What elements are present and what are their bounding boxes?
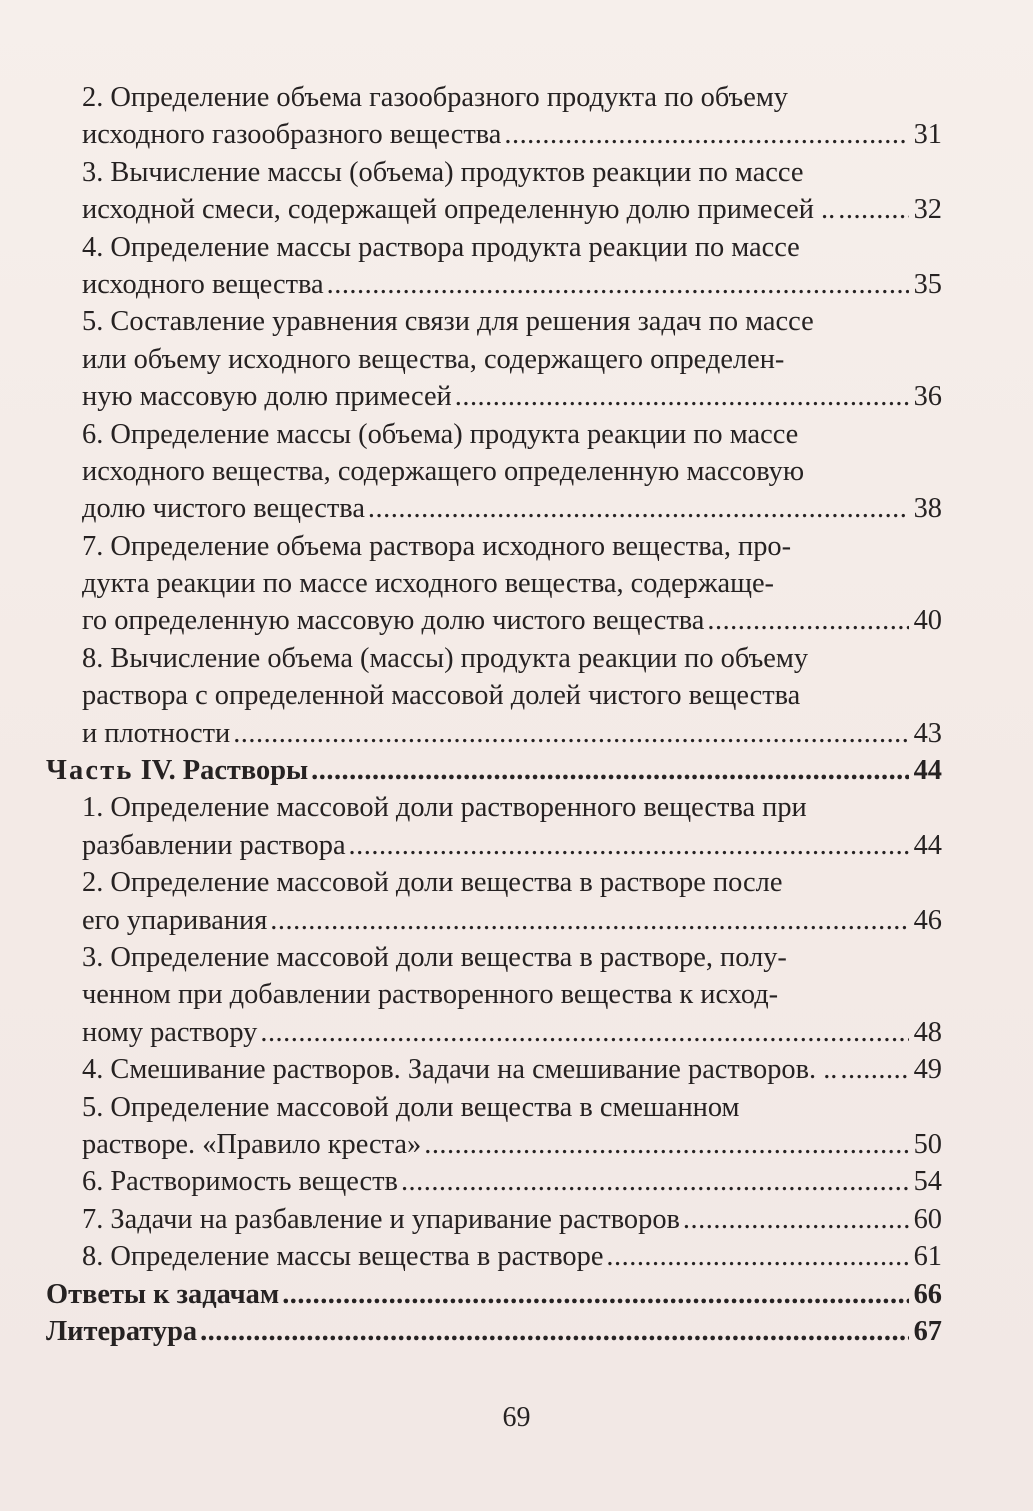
toc-entry[interactable] xyxy=(46,1276,942,1313)
toc-entry-title-text: разбавлении раствора xyxy=(82,829,346,861)
dot-leader xyxy=(233,715,909,752)
page-number: 69 xyxy=(502,1402,531,1433)
toc-page-number: 54 xyxy=(913,1166,942,1198)
toc-page-number: 31 xyxy=(913,119,942,151)
toc-entry-title-text: 6. Растворимость веществ xyxy=(82,1166,398,1198)
toc-entry-text-line: дукта реакции по массе исходного вещества, содержаще- xyxy=(82,568,775,600)
dot-leader xyxy=(368,490,909,527)
toc-entry-text-line: исходного вещества, содержащего определенную массовую xyxy=(82,455,805,487)
toc-entry-title xyxy=(82,116,501,153)
dot-leader xyxy=(282,1276,909,1313)
toc-entry[interactable] xyxy=(46,902,942,939)
dot-leader xyxy=(270,902,909,939)
dot-leader xyxy=(200,1313,909,1350)
toc-entry-title xyxy=(82,1163,398,1200)
toc-entry-title xyxy=(82,1051,837,1088)
toc-entry-text-line: 3. Вычисление массы (объема) продуктов реакции по массе xyxy=(82,156,804,188)
dot-leader xyxy=(260,1014,909,1051)
toc-entry[interactable] xyxy=(46,116,942,153)
toc-page-number: 48 xyxy=(913,1016,942,1048)
toc-page-number: 43 xyxy=(913,717,942,749)
toc-page-number: 44 xyxy=(913,755,942,787)
toc-page-number: 49 xyxy=(913,1054,942,1086)
toc-entry-title-text: 4. Смешивание растворов. Задачи на смешивание растворов. .. xyxy=(82,1054,838,1086)
toc-entry-title xyxy=(82,191,835,228)
toc-entry-text-line: 4. Определение массы раствора продукта реакции по массе xyxy=(82,231,800,263)
toc-entry[interactable] xyxy=(46,715,942,752)
toc-entry-text-line: 3. Определение массовой доли вещества в растворе, полу- xyxy=(82,941,787,973)
toc-part-heading[interactable] xyxy=(46,752,942,789)
toc-entry-text-line: 1. Определение массовой доли растворенного вещества при xyxy=(82,792,807,824)
toc-entry-title-text: IV. Растворы xyxy=(133,755,309,787)
toc-entry-title-text: долю чистого вещества xyxy=(82,493,365,525)
toc-entry-title xyxy=(82,827,346,864)
dot-leader xyxy=(349,827,909,864)
toc-page-number: 50 xyxy=(913,1128,942,1160)
toc-entry[interactable] xyxy=(46,1014,942,1051)
toc-entry-text-line: 2. Определение массовой доли вещества в растворе после xyxy=(82,867,783,899)
toc-entry-text-line: ченном при добавлении растворенного вещества к исход- xyxy=(82,979,779,1011)
toc-page-number: 61 xyxy=(913,1241,942,1273)
toc-page-number: 36 xyxy=(913,381,942,413)
toc-entry-text-line: 8. Вычисление объема (массы) продукта реакции по объему xyxy=(82,642,809,674)
toc-entry-title xyxy=(82,902,267,939)
toc-entry-title xyxy=(46,752,308,789)
toc-entry[interactable] xyxy=(46,378,942,415)
dot-leader xyxy=(455,378,909,415)
toc-entry[interactable] xyxy=(46,1051,942,1088)
toc-entry[interactable] xyxy=(46,1163,942,1200)
toc-entry[interactable] xyxy=(46,602,942,639)
toc-entry-title-text: исходной смеси, содержащей определенную долю примесей .. xyxy=(82,194,836,226)
toc-entry-title xyxy=(82,490,365,527)
dot-leader xyxy=(311,752,909,789)
toc-entry-title xyxy=(82,1014,257,1051)
dot-leader xyxy=(606,1238,909,1275)
toc-page-number: 60 xyxy=(913,1203,942,1235)
table-of-contents xyxy=(46,79,942,1350)
dot-leader xyxy=(327,266,909,303)
dot-leader xyxy=(838,191,909,228)
toc-entry-title xyxy=(82,1238,603,1275)
toc-entry[interactable] xyxy=(46,1238,942,1275)
dot-leader xyxy=(683,1201,909,1238)
dot-leader xyxy=(504,116,909,153)
toc-entry-text-line: 6. Определение массы (объема) продукта реакции по массе xyxy=(82,418,799,450)
toc-entry-title-text: растворе. «Правило креста» xyxy=(82,1128,422,1160)
toc-page-number: 67 xyxy=(913,1315,942,1347)
toc-entry-title-text: 8. Определение массы вещества в растворе xyxy=(82,1241,604,1273)
toc-entry-title-text: его упаривания xyxy=(82,904,268,936)
dot-leader xyxy=(840,1051,909,1088)
toc-page-number: 35 xyxy=(913,268,942,300)
toc-entry[interactable] xyxy=(46,191,942,228)
toc-page-number: 46 xyxy=(913,904,942,936)
toc-entry-title-text: Литература xyxy=(46,1315,198,1347)
toc-entry-title xyxy=(82,1201,680,1238)
toc-entry[interactable] xyxy=(46,1313,942,1350)
part-label: Часть xyxy=(46,755,134,787)
toc-page-number: 38 xyxy=(913,493,942,525)
toc-entry-title xyxy=(46,1276,279,1313)
toc-entry[interactable] xyxy=(46,827,942,864)
toc-entry-text-line: 5. Определение массовой доли вещества в смешанном xyxy=(82,1091,740,1123)
toc-entry-title-text: ную массовую долю примесей xyxy=(82,381,452,413)
toc-entry-title-text: 7. Задачи на разбавление и упаривание растворов xyxy=(82,1203,680,1235)
toc-entry[interactable] xyxy=(46,490,942,527)
toc-entry-title-text: исходного вещества xyxy=(82,268,324,300)
toc-entry-title xyxy=(82,715,230,752)
dot-leader xyxy=(401,1163,909,1200)
toc-entry-title xyxy=(46,1313,197,1350)
toc-entry-title xyxy=(82,602,704,639)
toc-entry-title xyxy=(82,1126,421,1163)
dot-leader xyxy=(707,602,909,639)
toc-page-number: 44 xyxy=(913,829,942,861)
toc-page-number: 32 xyxy=(913,194,942,226)
toc-entry-title xyxy=(82,378,452,415)
toc-entry-text-line: 5. Составление уравнения связи для решения задач по массе xyxy=(82,306,814,338)
toc-entry-text-line: 7. Определение объема раствора исходного вещества, про- xyxy=(82,530,792,562)
toc-entry-text-line: раствора с определенной массовой долей чистого вещества xyxy=(82,680,801,712)
toc-entry-title xyxy=(82,266,324,303)
toc-page-number: 66 xyxy=(913,1278,942,1310)
toc-entry-text-line: или объему исходного вещества, содержащего определен- xyxy=(82,343,785,375)
toc-entry-title-text: исходного газообразного вещества xyxy=(82,119,502,151)
toc-entry[interactable] xyxy=(46,1126,942,1163)
toc-entry-title-text: ному раствору xyxy=(82,1016,258,1048)
toc-entry-text-line: 2. Определение объема газообразного продукта по объему xyxy=(82,82,788,113)
toc-page-number: 40 xyxy=(913,605,942,637)
dot-leader xyxy=(424,1126,909,1163)
toc-entry[interactable] xyxy=(46,1201,942,1238)
toc-entry-title-text: го определенную массовую долю чистого вещества xyxy=(82,605,705,637)
toc-entry[interactable] xyxy=(46,266,942,303)
toc-entry-title-text: Ответы к задачам xyxy=(46,1278,280,1310)
toc-entry-title-text: и плотности xyxy=(82,717,231,749)
